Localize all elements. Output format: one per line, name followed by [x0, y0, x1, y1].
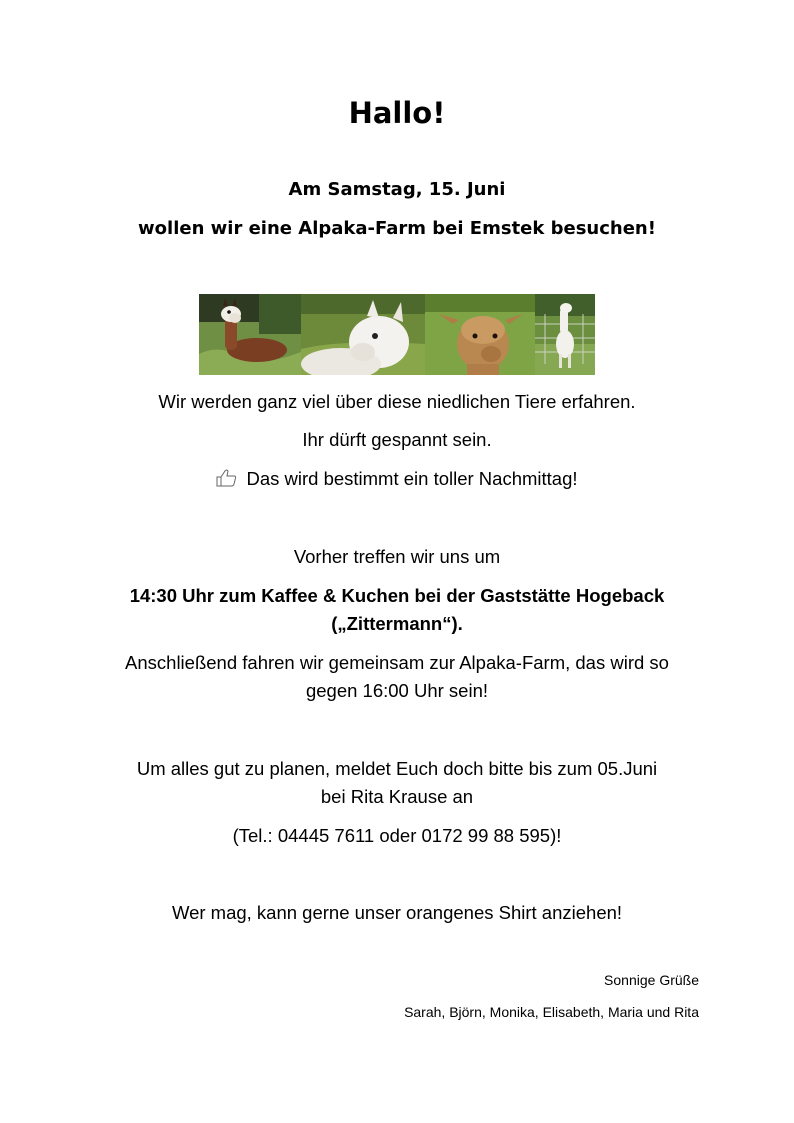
greeting: Sonnige Grüße — [604, 972, 699, 988]
drive-line-1: Anschließend fahren wir gemeinsam zur Alpaka-Farm, das wird so — [125, 652, 669, 673]
para-afternoon: Das wird bestimmt ein toller Nachmittag! — [246, 468, 578, 489]
thumbs-up-icon — [216, 468, 238, 486]
shirt-line: Wer mag, kann gerne unser orangenes Shirt anziehen! — [171, 902, 623, 923]
register-line-1: Um alles gut zu planen, meldet Euch doch bitte bis zum 05.Juni — [136, 758, 658, 779]
para-excited: Ihr dürft gespannt sein. — [302, 429, 492, 450]
para-animals: Wir werden ganz viel über diese niedlichen Tiere erfahren. — [158, 391, 636, 412]
signatures: Sarah, Björn, Monika, Elisabeth, Maria und Rita — [404, 1004, 699, 1020]
alpaca-fence-photo — [535, 294, 595, 375]
meet-time-place: 14:30 Uhr zum Kaffee & Kuchen bei der Gaststätte Hogeback — [129, 585, 665, 606]
white-alpaca-photo — [301, 294, 425, 375]
register-line-2: bei Rita Krause an — [320, 786, 474, 807]
alpaca-lying-photo — [199, 294, 301, 375]
page-title: Hallo! — [348, 96, 446, 130]
meet-intro: Vorher treffen wir uns um — [293, 546, 501, 567]
brown-alpaca-photo — [425, 294, 535, 375]
phone-line: (Tel.: 04445 7611 oder 0172 99 88 595)! — [232, 825, 562, 846]
para-afternoon-row — [0, 466, 794, 492]
drive-line-2: gegen 16:00 Uhr sein! — [305, 680, 489, 701]
alpaca-photo-strip — [199, 294, 595, 375]
intro-line: wollen wir eine Alpaka-Farm bei Emstek besuchen! — [138, 218, 656, 239]
meet-place-nickname: („Zittermann“). — [331, 613, 463, 634]
date-line: Am Samstag, 15. Juni — [288, 179, 506, 200]
